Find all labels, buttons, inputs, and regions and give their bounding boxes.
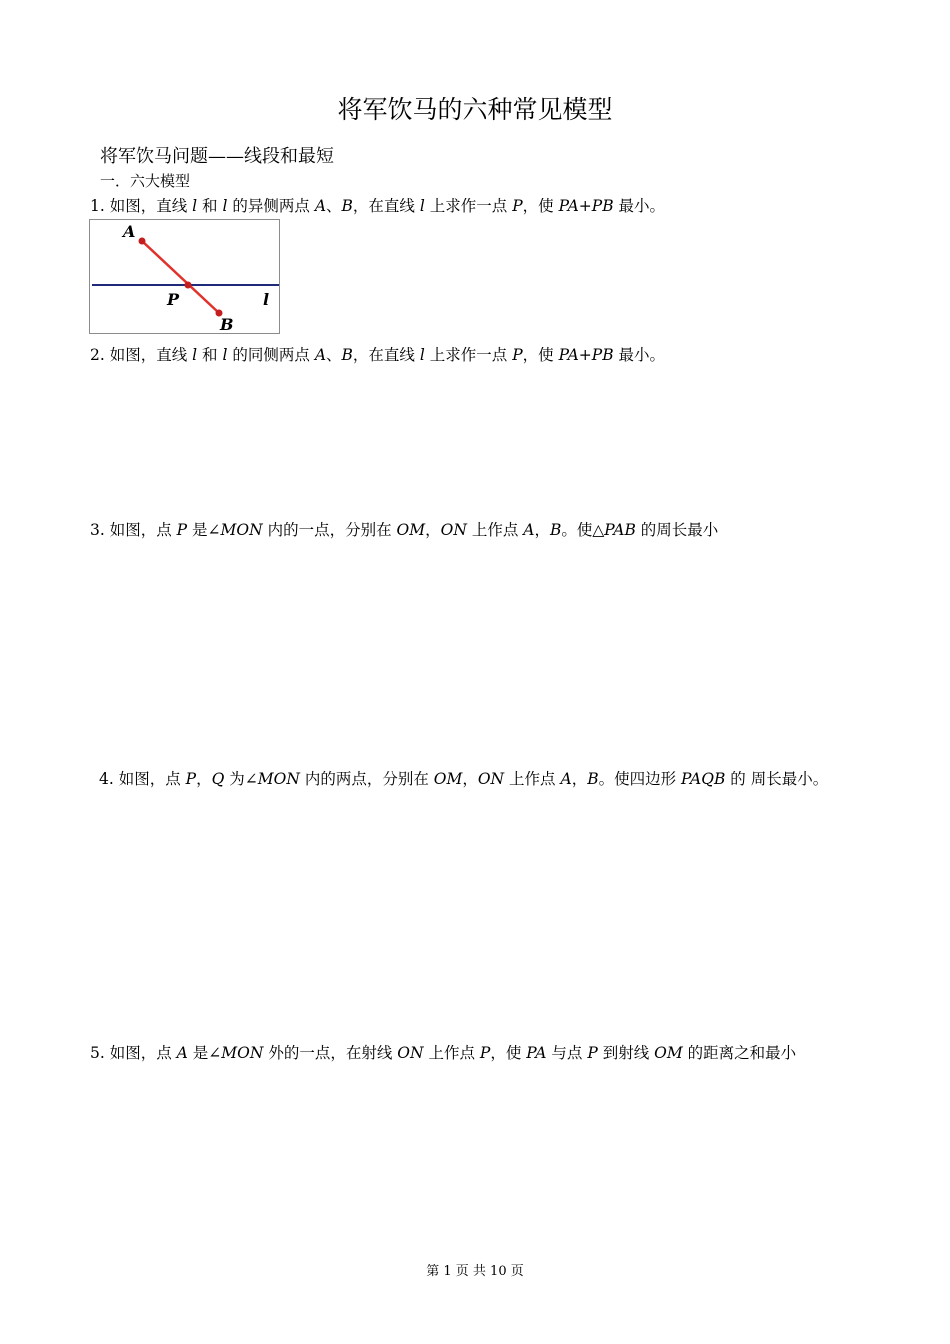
q-text: 是∠ (187, 521, 221, 539)
q-text: 。使△ (561, 521, 605, 539)
q-text: 上作点 (466, 521, 524, 539)
q-text: 和 (197, 197, 223, 215)
question-1 (90, 194, 665, 216)
q-math: ON (397, 1044, 424, 1062)
figure-1 (89, 219, 280, 334)
label-a: A (123, 222, 136, 241)
segment-ab (142, 241, 219, 313)
q-text: ，使 (522, 197, 559, 215)
figure-1-drawing (90, 220, 281, 335)
q-math: Q (211, 770, 225, 788)
q-text: ， (425, 521, 441, 539)
q-text: 上求作一点 (424, 346, 513, 364)
q-text: 上作点 (423, 1044, 480, 1062)
q-math: P (587, 1044, 598, 1062)
q-math: PAQB (681, 770, 726, 788)
q-text: 外的一点，在射线 (263, 1044, 398, 1062)
label-p: P (167, 290, 180, 309)
question-4 (99, 767, 828, 789)
question-5 (90, 1041, 796, 1063)
q-math: B (341, 197, 353, 215)
q-math: MON (257, 770, 300, 788)
q-math: B (341, 346, 353, 364)
q-text: 、 (326, 197, 342, 215)
q-math: P (512, 346, 523, 364)
q-math: OM (433, 770, 463, 788)
q-math: l (222, 197, 228, 215)
q-math: PB (591, 197, 614, 215)
q-text: + (578, 197, 592, 215)
q-text: ，在直线 (352, 197, 420, 215)
question-2 (90, 343, 665, 365)
q-text: 最小。 (613, 346, 666, 364)
q-math: P (512, 197, 523, 215)
q-math: l (192, 346, 198, 364)
page-footer: 第 1 页 共 10 页 (426, 1264, 524, 1279)
q-text: 的周长最小 (635, 521, 719, 539)
q-math: A (314, 197, 327, 215)
q-math: PA (558, 346, 579, 364)
q-math: A (523, 521, 535, 539)
q-math: OM (654, 1044, 683, 1062)
q-text: 的 周长最小。 (725, 770, 829, 788)
q-text: ， (571, 770, 588, 788)
q-text: 的异侧两点 (227, 197, 315, 215)
q-math: P (479, 1044, 491, 1062)
q-text: 2. 如图，直线 (90, 346, 193, 364)
q-text: 是∠ (187, 1044, 222, 1062)
q-math: P (176, 521, 188, 539)
q-math: MON (220, 521, 263, 539)
page-title: 将军饮马的六种常见模型 (337, 95, 613, 124)
label-b: B (220, 315, 234, 334)
q-math: OM (396, 521, 426, 539)
point-a (139, 238, 146, 245)
q-text: 、 (326, 346, 342, 364)
q-math: PA (558, 197, 579, 215)
q-math: PAB (604, 521, 636, 539)
q-text: 4. 如图，点 (99, 770, 186, 788)
q-text: 3. 如图，点 (90, 521, 177, 539)
q-math: ON (477, 770, 505, 788)
section-subtitle: 将军饮马问题——线段和最短 (100, 146, 334, 167)
q-text: 内的两点，分别在 (299, 770, 434, 788)
q-text: ，在直线 (352, 346, 420, 364)
q-text: 的距离之和最小 (682, 1044, 797, 1062)
q-math: PB (591, 346, 614, 364)
q-math: A (314, 346, 327, 364)
q-text: 最小。 (613, 197, 666, 215)
q-text: 与点 (546, 1044, 588, 1062)
q-text: 5. 如图，点 (90, 1044, 177, 1062)
q-text: 上求作一点 (424, 197, 513, 215)
q-math: l (192, 197, 198, 215)
point-p (185, 282, 192, 289)
q-text: 1. 如图，直线 (90, 197, 193, 215)
q-math: A (176, 1044, 188, 1062)
q-text: 到射线 (597, 1044, 655, 1062)
q-math: A (560, 770, 572, 788)
q-math: B (587, 770, 599, 788)
q-text: ， (462, 770, 478, 788)
section-heading: 一．六大模型 (100, 172, 191, 190)
q-math: B (549, 521, 562, 539)
q-text: 上作点 (504, 770, 561, 788)
q-math: PA (526, 1044, 547, 1062)
q-text: 和 (197, 346, 223, 364)
q-text: 。使四边形 (598, 770, 682, 788)
label-l: l (263, 290, 270, 309)
q-math: MON (221, 1044, 264, 1062)
q-math: P (185, 770, 197, 788)
q-text: 为∠ (224, 770, 258, 788)
question-3 (90, 518, 718, 540)
q-math: l (222, 346, 228, 364)
q-text: ，使 (522, 346, 559, 364)
q-text: ， (534, 521, 550, 539)
q-math: l (419, 346, 425, 364)
q-text: + (578, 346, 592, 364)
q-math: ON (440, 521, 467, 539)
q-text: ， (196, 770, 212, 788)
q-math: l (419, 197, 425, 215)
q-text: ，使 (490, 1044, 527, 1062)
q-text: 内的一点，分别在 (262, 521, 397, 539)
q-text: 的同侧两点 (227, 346, 315, 364)
